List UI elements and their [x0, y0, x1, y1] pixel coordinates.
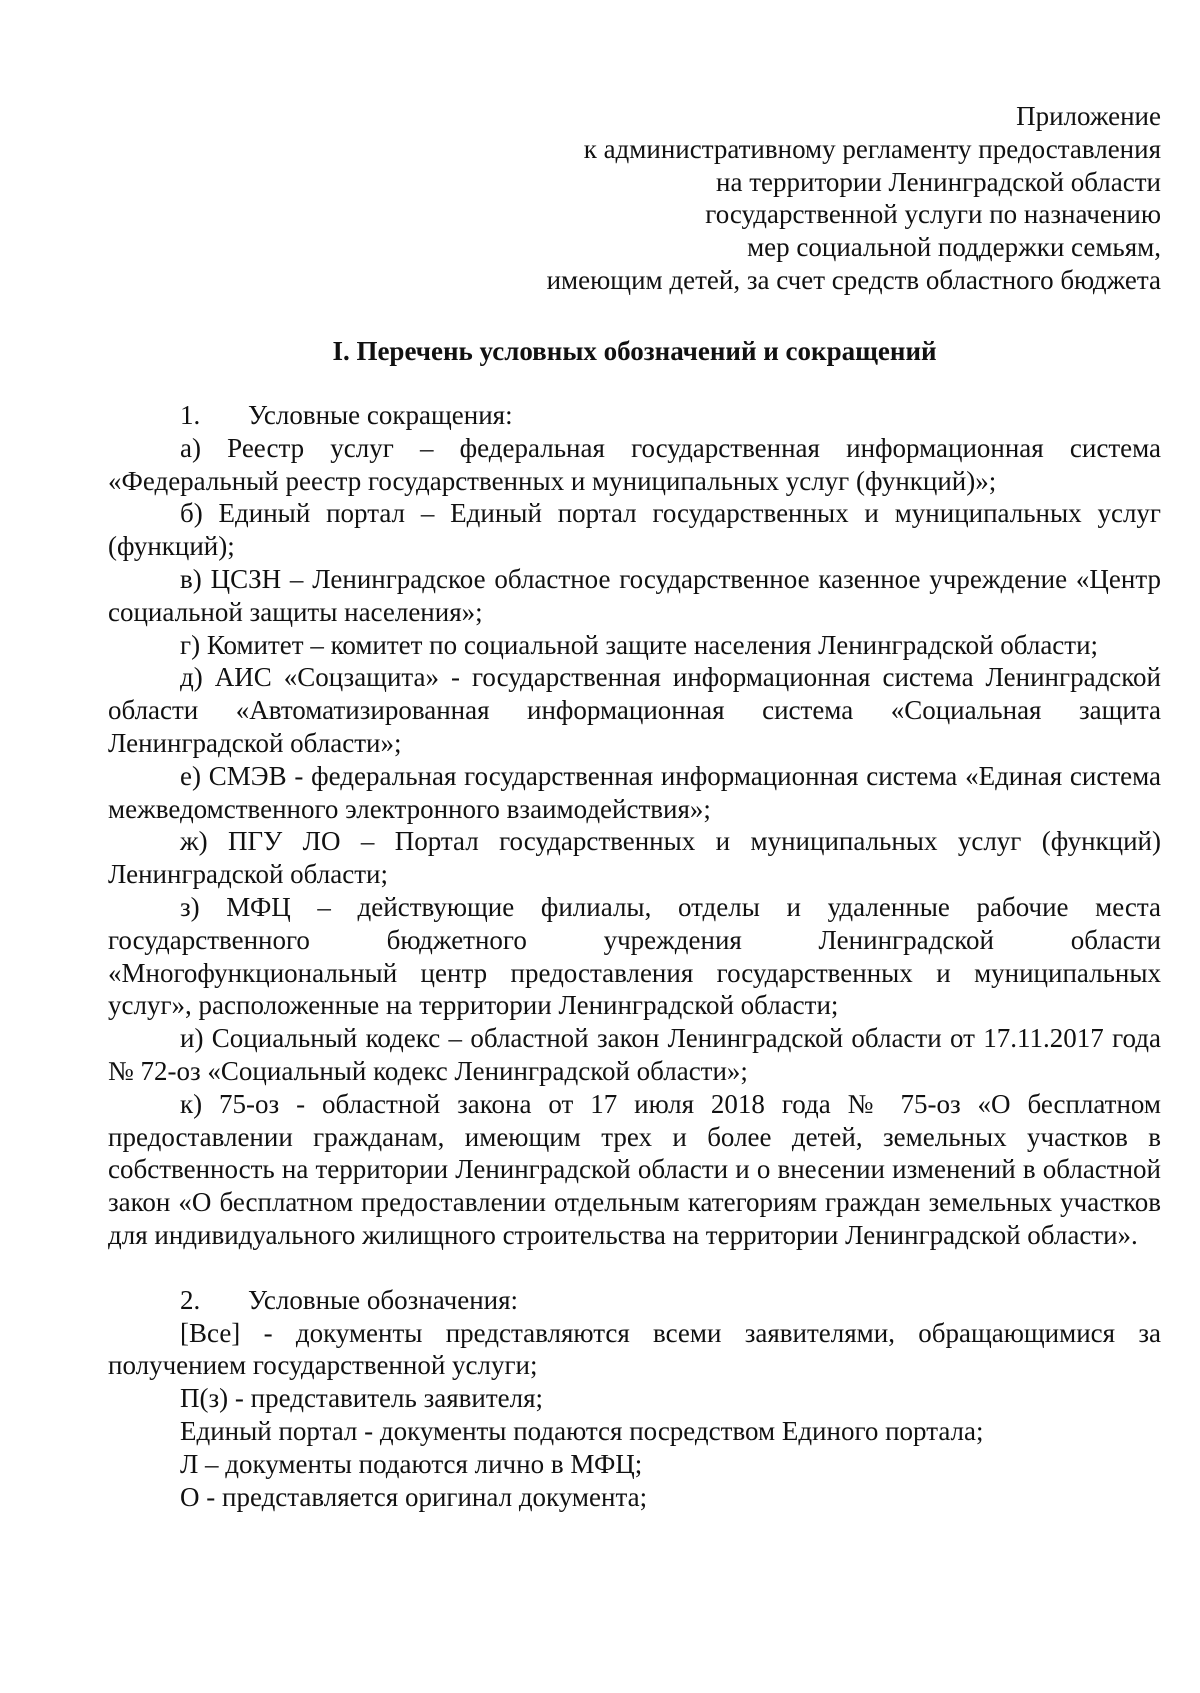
notation-item: Единый портал - документы подаются посредством Единого портала;: [180, 1415, 984, 1446]
section2-number: 2.: [180, 1284, 201, 1315]
header-line: на территории Ленинградской области: [716, 166, 1161, 197]
section1-number: 1.: [180, 400, 201, 430]
abbreviation-item: а) Реестр услуг – федеральная государственная информационная система «Федеральный реестр государственных и муниципальных услуг (функций)»;: [108, 432, 1161, 496]
abbreviation-item: д) АИС «Соцзащита» - государственная информационная система Ленинградской области «Автоматизированная информационная система «Социальная защита Ленинградской области»;: [108, 662, 1161, 758]
document-body: [108, 399, 1161, 1513]
notation-item: О - представляется оригинал документа;: [180, 1481, 648, 1512]
notation-item: Л – документы подаются лично в МФЦ;: [180, 1448, 643, 1479]
section2-heading: [108, 1284, 1161, 1317]
abbreviation-item: ж) ПГУ ЛО – Портал государственных и муниципальных услуг (функций) Ленинградской области;: [108, 826, 1161, 890]
abbreviation-item: г) Комитет – комитет по социальной защите населения Ленинградской области;: [180, 629, 1099, 660]
header-line: имеющим детей, за счет средств областного бюджета: [546, 264, 1161, 295]
notation-item: П(з) - представитель заявителя;: [180, 1383, 544, 1414]
abbreviation-item: и) Социальный кодекс – областной закон Ленинградской области от 17.11.2017 года № 72-оз «Социальный кодекс Ленинградской области»;: [108, 1023, 1161, 1086]
abbreviation-item: к) 75-оз - областной закона от 17 июля 2018 года № 75-оз «О бесплатном предоставлении гражданам, имеющим трех и более детей, земельных участков в собственность на территории Ленинградской области и о внесении изменений в областной закон «О бесплатном предоставлении отдельным категориям граждан земельных участков для индивидуального жилищного строительства на территории Ленинградской области».: [108, 1088, 1161, 1250]
appendix-header: [108, 100, 1161, 297]
section1-heading: [108, 399, 1161, 432]
abbreviation-item: б) Единый портал – Единый портал государственных и муниципальных услуг (функций);: [108, 498, 1161, 562]
abbreviation-item: в) ЦСЗН – Ленинградское областное государственное казенное учреждение «Центр социальной защиты населения»;: [108, 563, 1161, 627]
notation-item: [Все] - документы представляются всеми заявителями, обращающимися за получением государственной услуги;: [108, 1317, 1161, 1381]
header-line: государственной услуги по назначению: [705, 199, 1161, 230]
header-line: к административному регламенту предоставления: [583, 133, 1161, 164]
section-title: I. Перечень условных обозначений и сокращений: [332, 336, 937, 366]
section2-heading-text: Условные обозначения:: [248, 1284, 519, 1315]
abbreviation-item: з) МФЦ – действующие филиалы, отделы и удаленные рабочие места государственного бюджетного учреждения Ленинградской области «Многофункциональный центр предоставления государственных и муниципальных услуг», расположенные на территории Ленинградской области;: [108, 891, 1161, 1021]
abbreviation-item: е) СМЭВ - федеральная государственная информационная система «Единая система межведомственного электронного взаимодействия»;: [108, 760, 1161, 824]
header-line: мер социальной поддержки семьям,: [747, 232, 1161, 263]
section-spacer: [108, 1252, 1161, 1284]
section1-heading-text: Условные сокращения:: [248, 400, 513, 430]
header-line: Приложение: [1016, 101, 1161, 131]
